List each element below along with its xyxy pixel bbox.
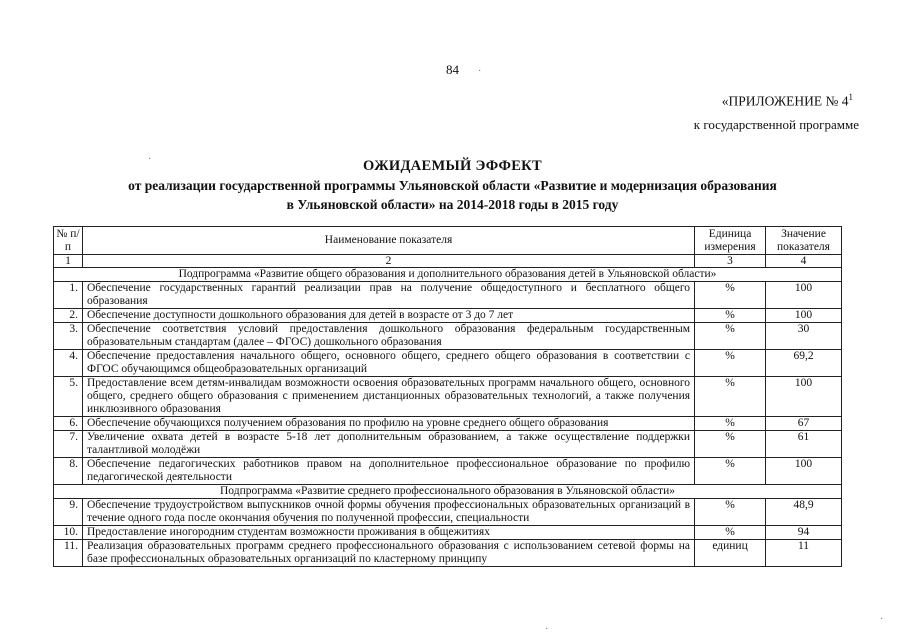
- table-row: [54, 282, 842, 309]
- row-number: 4.: [54, 350, 83, 377]
- unit-cell: %: [695, 323, 766, 350]
- unit-cell: %: [695, 282, 766, 309]
- unit-cell: единиц: [695, 540, 766, 567]
- value-cell: 100: [766, 377, 842, 417]
- section-title: Подпрограмма «Развитие общего образования и дополнительного образования детей в Ульяновской области»: [54, 268, 842, 282]
- header-unit: Единица измерения: [695, 227, 766, 255]
- column-number: 3: [695, 255, 766, 268]
- column-number: 1: [54, 255, 83, 268]
- table-row: [54, 526, 842, 540]
- document-title: ОЖИДАЕМЫЙ ЭФФЕКТ: [363, 158, 542, 174]
- column-number: 4: [766, 255, 842, 268]
- section-row: [54, 485, 842, 499]
- unit-cell: %: [695, 526, 766, 540]
- table-header-row: [54, 227, 842, 255]
- indicator-name: Обеспечение обучающихся получением образования по профилю на уровне среднего общего образования: [82, 417, 694, 431]
- unit-cell: %: [695, 499, 766, 526]
- page-number: 84: [446, 62, 459, 77]
- row-number: 9.: [54, 499, 83, 526]
- row-number: 5.: [54, 377, 83, 417]
- appendix-label: [722, 92, 853, 110]
- title-block: [90, 158, 815, 213]
- unit-cell: %: [695, 431, 766, 458]
- indicator-name: Предоставление иногородним студентам возможности проживания в общежитиях: [82, 526, 694, 540]
- indicator-name: Обеспечение государственных гарантий реализации прав на получение общедоступного и бесплатного общего образования: [82, 282, 694, 309]
- indicator-name: Обеспечение доступности дошкольного образования для детей в возрасте от 3 до 7 лет: [82, 309, 694, 323]
- value-cell: 100: [766, 309, 842, 323]
- indicator-name: Обеспечение трудоустройством выпускников очной формы обучения профессиональных образовательных организаций в течение одного года после окончания обучения по полученной профессии, специальности: [82, 499, 694, 526]
- unit-cell: %: [695, 350, 766, 377]
- header-num: № п/п: [54, 227, 83, 255]
- section-row: [54, 268, 842, 282]
- indicator-name: Обеспечение педагогических работников правом на дополнительное профессиональное образование по профилю педагогической деятельности: [82, 458, 694, 485]
- unit-cell: %: [695, 309, 766, 323]
- table-row: [54, 417, 842, 431]
- table-row: [54, 431, 842, 458]
- header-value: Значение показателя: [766, 227, 842, 255]
- indicators-table: [53, 226, 842, 567]
- table-row: [54, 377, 842, 417]
- scan-mark: ·: [880, 614, 884, 625]
- indicator-name: Обеспечение предоставления начального общего, основного общего, среднего общего образования в соответствии с ФГОС обучающимся общеобразовательных организаций: [82, 350, 694, 377]
- row-number: 1.: [54, 282, 83, 309]
- value-cell: 100: [766, 282, 842, 309]
- appendix-superscript: 1: [848, 92, 853, 102]
- section-title: Подпрограмма «Развитие среднего профессионального образования в Ульяновской области»: [54, 485, 842, 499]
- indicator-name: Увеличение охвата детей в возрасте 5-18 лет дополнительным образованием, а также осуществление поддержки талантливой молодёжи: [82, 431, 694, 458]
- row-number: 7.: [54, 431, 83, 458]
- table-row: [54, 323, 842, 350]
- value-cell: 100: [766, 458, 842, 485]
- indicator-name: Предоставление всем детям-инвалидам возможности освоения образовательных программ начального общего, основного общего, среднего общего образования с применением дистанционных образовательных технологий, а также получения инклюзивного образования: [82, 377, 694, 417]
- row-number: 8.: [54, 458, 83, 485]
- row-number: 11.: [54, 540, 83, 567]
- table-row: [54, 540, 842, 567]
- value-cell: 48,9: [766, 499, 842, 526]
- scan-mark: ·: [545, 624, 549, 635]
- unit-cell: %: [695, 377, 766, 417]
- value-cell: 30: [766, 323, 842, 350]
- indicator-name: Реализация образовательных программ среднего профессионального образования с использованием сетевой формы на базе профессиональных образовательных организаций по кластерному принципу: [82, 540, 694, 567]
- value-cell: 67: [766, 417, 842, 431]
- value-cell: 94: [766, 526, 842, 540]
- scan-mark: ·: [148, 154, 152, 165]
- document-subtitle-line-2: в Ульяновской области» на 2014-2018 годы в 2015 году: [286, 197, 619, 212]
- column-number: 2: [82, 255, 694, 268]
- scan-mark: ·: [478, 66, 482, 77]
- unit-cell: %: [695, 417, 766, 431]
- table-row: [54, 350, 842, 377]
- value-cell: 11: [766, 540, 842, 567]
- indicator-name: Обеспечение соответствия условий предоставления дошкольного образования федеральным государственным образовательным стандартам (далее – ФГОС) дошкольного образования: [82, 323, 694, 350]
- row-number: 6.: [54, 417, 83, 431]
- row-number: 3.: [54, 323, 83, 350]
- table-body: [54, 268, 842, 567]
- row-number: 10.: [54, 526, 83, 540]
- unit-cell: %: [695, 458, 766, 485]
- table-row: [54, 309, 842, 323]
- appendix-text: «ПРИЛОЖЕНИЕ № 4: [721, 93, 849, 109]
- table-row: [54, 458, 842, 485]
- value-cell: 69,2: [766, 350, 842, 377]
- header-name: Наименование показателя: [82, 227, 694, 255]
- appendix-subtitle: к государственной программе: [693, 117, 859, 132]
- table-row: [54, 499, 842, 526]
- column-number-row: [54, 255, 842, 268]
- row-number: 2.: [54, 309, 83, 323]
- document-subtitle-line-1: от реализации государственной программы Ульяновской области «Развитие и модернизация образования: [128, 178, 777, 193]
- value-cell: 61: [766, 431, 842, 458]
